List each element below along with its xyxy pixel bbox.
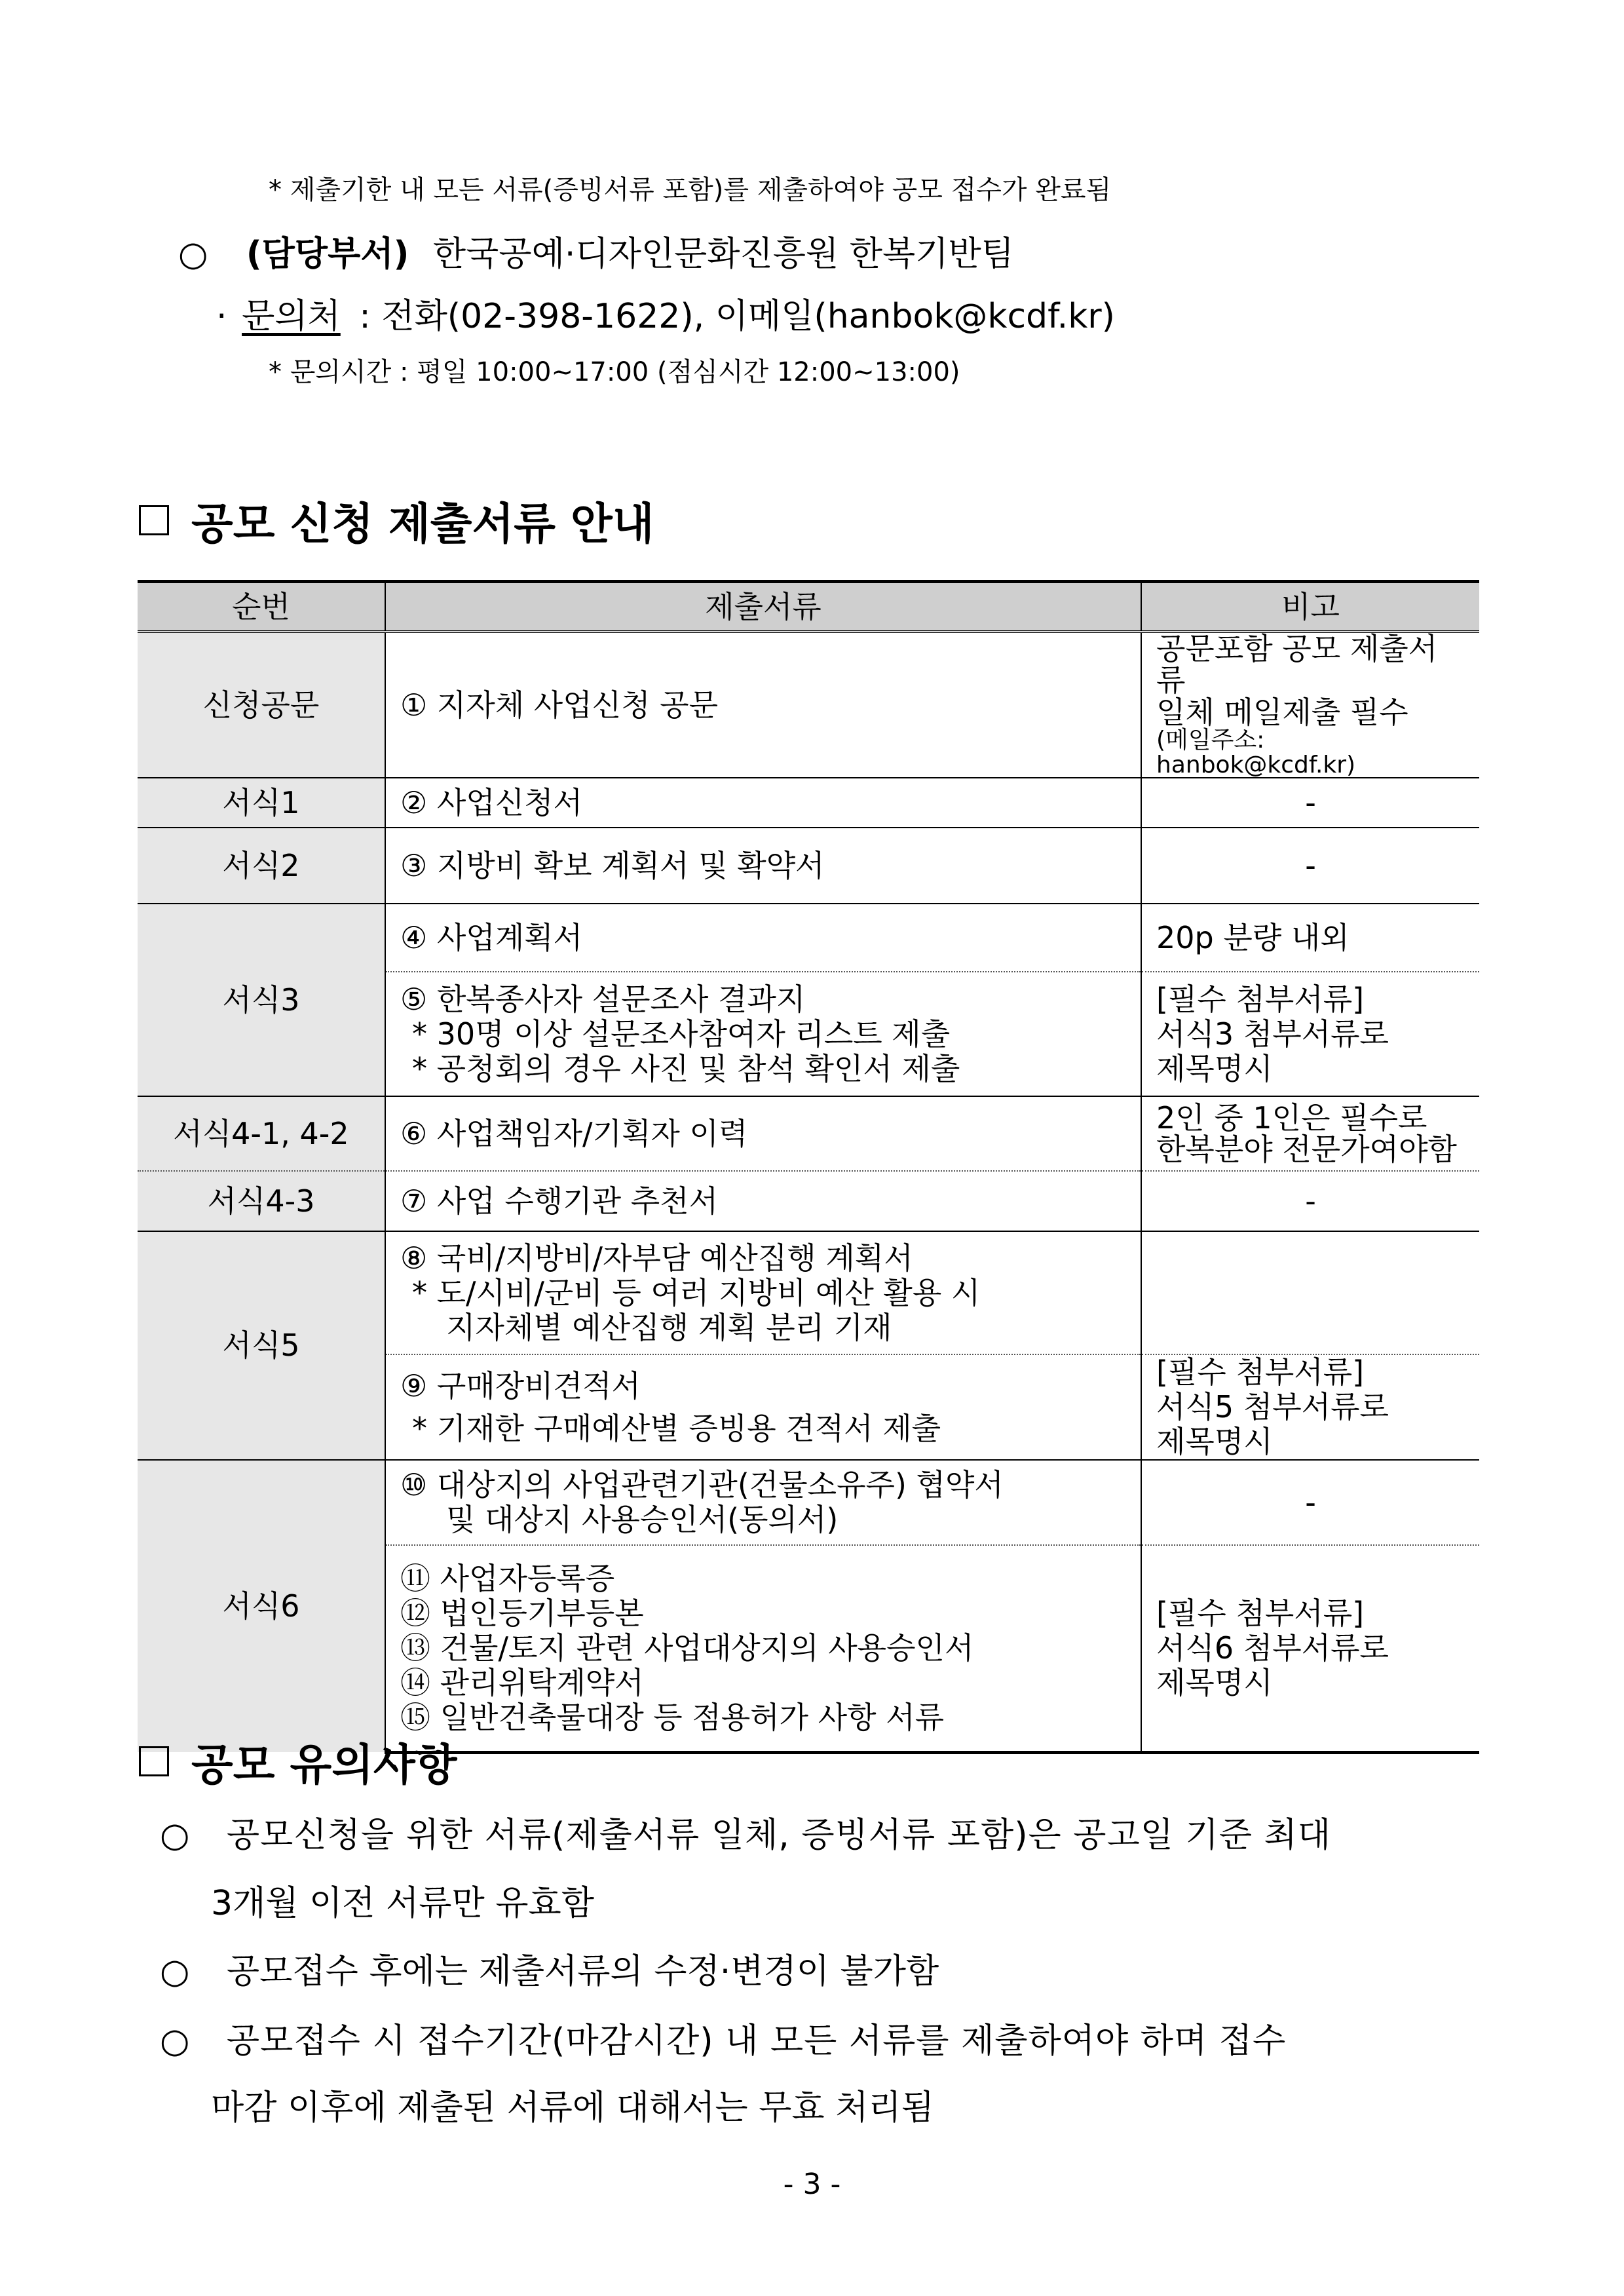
checkbox-square-icon	[139, 1746, 169, 1776]
remark-email: (메일주소: hanbok@kcdf.kr)	[1156, 726, 1356, 778]
category-cell: 서식4-1, 4-2	[138, 1096, 385, 1171]
remark-line: 서식6 첨부서류로	[1156, 1630, 1389, 1666]
remark-cell	[1141, 1545, 1479, 1752]
remark-line: 제목명시	[1156, 1424, 1273, 1460]
contact-line	[216, 288, 1115, 337]
category-cell: 서식6	[138, 1460, 385, 1752]
notice-item	[160, 2013, 1286, 2062]
category-cell: 서식1	[138, 778, 385, 828]
remark-line: [필수 첨부서류]	[1156, 1596, 1365, 1632]
section-title-notes	[139, 1730, 457, 1792]
circle-bullet: ○	[160, 2021, 190, 2061]
notice-text: 공모접수 시 접수기간(마감시간) 내 모든 서류를 제출하여야 하며 접수	[226, 2021, 1287, 2061]
section-title-text: 공모 유의사항	[191, 1740, 457, 1790]
dept-label: (담당부서)	[246, 235, 409, 274]
remark-cell	[1141, 972, 1479, 1096]
remark-line: 한복분야 전문가여야함	[1156, 1132, 1457, 1168]
dept-value: 한국공예·디자인문화진흥원 한복기반팀	[432, 235, 1014, 274]
remark-cell	[1141, 632, 1479, 778]
section-title-documents	[139, 489, 654, 551]
documents-table	[138, 580, 1479, 1754]
notice-text-cont: 3개월 이전 서류만 유효함	[211, 1884, 594, 1923]
category-cell: 서식5	[138, 1231, 385, 1460]
document-cell	[385, 1231, 1141, 1354]
contact-label: 문의처	[242, 297, 341, 336]
notice-item	[160, 1807, 1331, 1856]
remark-line: 공문포함 공모 제출서류	[1156, 631, 1438, 698]
table-row	[138, 1171, 1479, 1231]
category-cell: 서식3	[138, 904, 385, 1096]
dot-bullet: ·	[216, 297, 227, 336]
document-note: * 공청회의 경우 사진 및 참석 확인서 제출	[412, 1050, 960, 1086]
remark-line: 서식5 첨부서류로	[1156, 1389, 1389, 1425]
header-remarks: 비고	[1141, 582, 1479, 632]
table-header-row	[138, 582, 1479, 632]
remark-cell	[1141, 1096, 1479, 1171]
document-cell: ⑥ 사업책임자/기획자 이력	[385, 1096, 1141, 1171]
category-cell: 신청공문	[138, 632, 385, 778]
document-title-cont: 및 대상지 사용승인서(동의서)	[446, 1502, 839, 1538]
notice-text-cont: 마감 이후에 제출된 서류에 대해서는 무효 처리됨	[211, 2088, 934, 2128]
circle-bullet: ○	[160, 1952, 190, 1991]
document-item: ⑫ 법인등기부등본	[400, 1596, 644, 1632]
page-number: - 3 -	[783, 2168, 841, 2201]
table-row	[138, 904, 1479, 972]
contact-value: : 전화(02-398-1622), 이메일(hanbok@kcdf.kr)	[359, 297, 1115, 336]
document-cell: ① 지자체 사업신청 공문	[385, 632, 1141, 778]
remark-cell: -	[1141, 1171, 1479, 1231]
category-cell: 서식4-3	[138, 1171, 385, 1231]
document-cell: ② 사업신청서	[385, 778, 1141, 828]
remark-line: [필수 첨부서류]	[1156, 1354, 1365, 1390]
document-note: * 도/시비/군비 등 여러 지방비 예산 활용 시	[412, 1275, 981, 1311]
document-note: * 기재한 구매예산별 증빙용 견적서 제출	[412, 1410, 941, 1446]
remark-line: 제목명시	[1156, 1050, 1273, 1086]
table-row	[138, 1231, 1479, 1354]
document-item: ⑭ 관리위탁계약서	[400, 1664, 644, 1700]
table-row	[138, 1460, 1479, 1545]
category-cell: 서식2	[138, 828, 385, 904]
document-item: ⑪ 사업자등록증	[400, 1561, 615, 1597]
remark-line: 2인 중 1인은 필수로	[1156, 1100, 1427, 1136]
document-note: * 30명 이상 설문조사참여자 리스트 제출	[412, 1016, 951, 1052]
remark-line: 서식3 첨부서류로	[1156, 1016, 1389, 1052]
header-docs: 제출서류	[385, 582, 1141, 632]
notice-text: 공모신청을 위한 서류(제출서류 일체, 증빙서류 포함)은 공고일 기준 최대	[226, 1816, 1331, 1855]
remark-cell: -	[1141, 778, 1479, 828]
circle-bullet: ○	[160, 1816, 190, 1855]
remark-cell	[1141, 1354, 1479, 1460]
document-title: ⑨ 구매장비견적서	[400, 1368, 641, 1404]
notice-text: 공모접수 후에는 제출서류의 수정·변경이 불가함	[226, 1952, 939, 1991]
document-item: ⑮ 일반건축물대장 등 점용허가 사항 서류	[400, 1699, 945, 1735]
document-title: ⑧ 국비/지방비/자부담 예산집행 계획서	[400, 1240, 913, 1276]
remark-cell: -	[1141, 1460, 1479, 1545]
document-title: ⑩ 대상지의 사업관련기관(건물소유주) 협약서	[400, 1467, 1004, 1503]
notice-item	[160, 1943, 939, 1993]
remark-line: [필수 첨부서류]	[1156, 982, 1365, 1018]
remark-cell	[1141, 1231, 1479, 1354]
document-cell	[385, 1545, 1141, 1752]
document-cell	[385, 972, 1141, 1096]
document-item: ⑬ 건물/토지 관련 사업대상지의 사용승인서	[400, 1630, 974, 1666]
document-cell: ⑦ 사업 수행기관 추천서	[385, 1171, 1141, 1231]
section-title-text: 공모 신청 제출서류 안내	[191, 499, 654, 549]
circle-bullet: ○	[178, 235, 208, 274]
deadline-note: * 제출기한 내 모든 서류(증빙서류 포함)를 제출하여야 공모 접수가 완료됨	[269, 175, 1112, 205]
document-cell	[385, 1354, 1141, 1460]
remark-cell: -	[1141, 828, 1479, 904]
dept-line	[178, 226, 1014, 275]
document-title: ⑤ 한복종사자 설문조사 결과지	[400, 982, 806, 1018]
document-cell: ④ 사업계획서	[385, 904, 1141, 972]
remark-line: 일체 메일제출 필수	[1156, 694, 1408, 730]
checkbox-square-icon	[139, 505, 169, 535]
remark-cell: 20p 분량 내외	[1141, 904, 1479, 972]
document-cell	[385, 1460, 1141, 1545]
document-cell: ③ 지방비 확보 계획서 및 확약서	[385, 828, 1141, 904]
header-no: 순번	[138, 582, 385, 632]
hours-note: * 문의시간 : 평일 10:00~17:00 (점심시간 12:00~13:00)	[269, 357, 960, 387]
table-row	[138, 778, 1479, 828]
remark-line: 제목명시	[1156, 1664, 1273, 1700]
document-note: 지자체별 예산집행 계획 분리 기재	[446, 1309, 892, 1345]
table-row	[138, 632, 1479, 778]
table-row	[138, 1096, 1479, 1171]
table-row	[138, 828, 1479, 904]
